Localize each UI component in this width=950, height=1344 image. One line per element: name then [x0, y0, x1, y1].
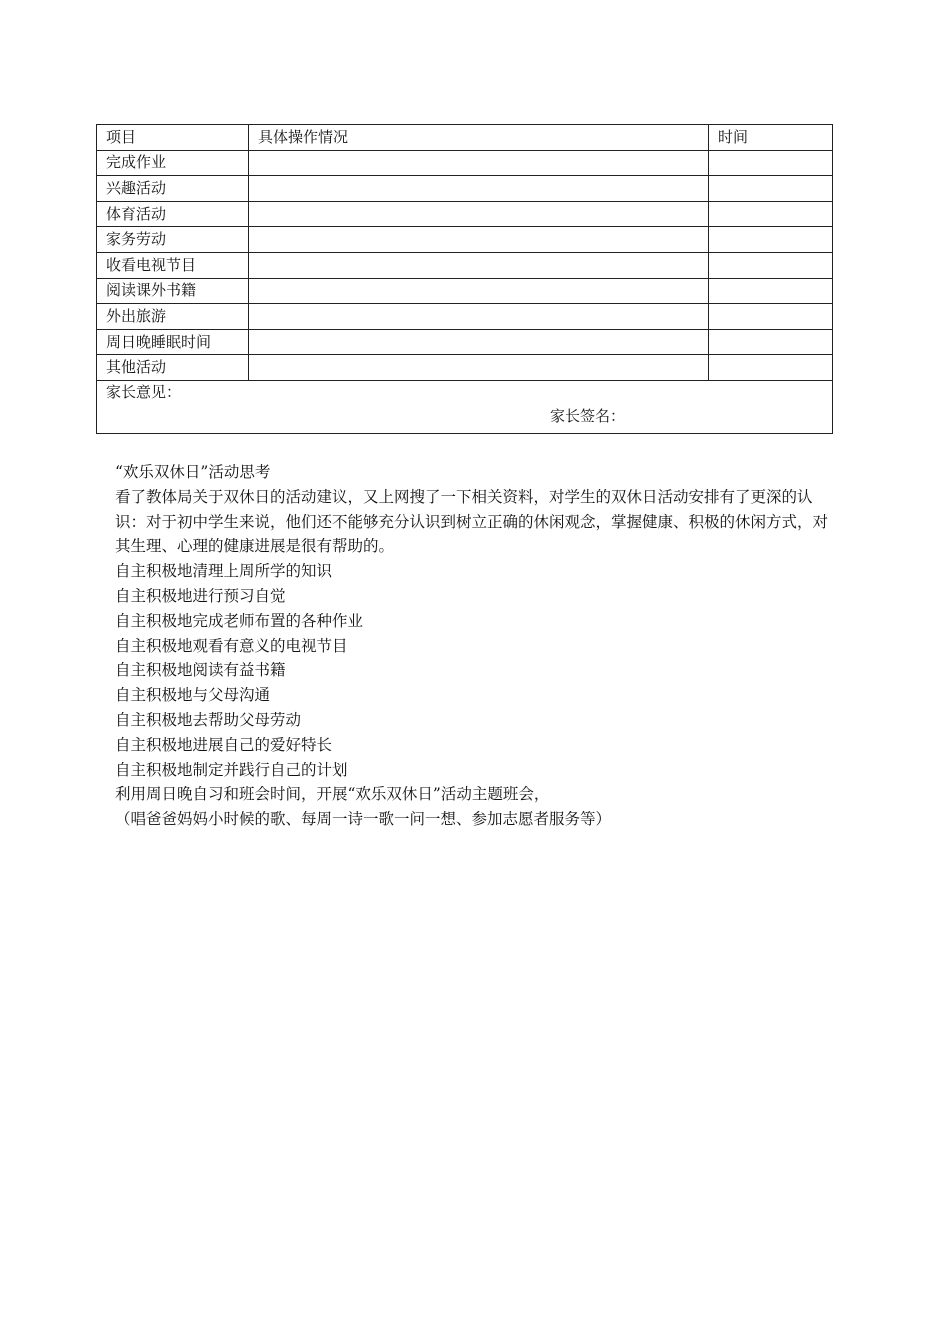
- row-label: 兴趣活动: [97, 176, 249, 202]
- parent-opinion-row: [97, 380, 833, 433]
- list-item: 自主积极地制定并践行自己的计划: [115, 760, 348, 779]
- list-item: 自主积极地阅读有益书籍: [115, 661, 286, 680]
- details-cell: [249, 201, 709, 227]
- table-row: [97, 278, 833, 304]
- time-cell: [709, 176, 833, 202]
- time-cell: [709, 252, 833, 278]
- parent-opinion-label: 家长意见：: [106, 382, 182, 401]
- list-item: 自主积极地进行预习自觉: [115, 586, 286, 605]
- time-cell: [709, 278, 833, 304]
- details-cell: [249, 355, 709, 381]
- list-item: 自主积极地观看有意义的电视节目: [115, 636, 348, 655]
- parent-opinion-cell: [97, 380, 833, 433]
- row-label: 外出旅游: [97, 304, 249, 330]
- row-label: 体育活动: [97, 201, 249, 227]
- essay-title: “欢乐双休日”活动思考: [115, 463, 271, 481]
- time-cell: [709, 150, 833, 176]
- table-row: [97, 304, 833, 330]
- table-row: [97, 329, 833, 355]
- time-cell: [709, 355, 833, 381]
- table-row: [97, 176, 833, 202]
- essay-intro: 看了教体局关于双休日的活动建议，又上网搜了一下相关资料，对学生的双休日活动安排有了更深的认识：对于初中学生来说，他们还不能够充分认识到树立正确的休闲观念，掌握健康、积极的休闲方式，对其生理、心理的健康进展是很有帮助的。: [115, 487, 829, 556]
- list-item: 自主积极地清理上周所学的知识: [115, 562, 333, 581]
- details-cell: [249, 150, 709, 176]
- list-item: 自主积极地去帮助父母劳动: [115, 710, 302, 729]
- row-label: 阅读课外书籍: [97, 278, 249, 304]
- column-header-item: 项目: [97, 125, 249, 151]
- row-label: 其他活动: [97, 355, 249, 381]
- row-label: 完成作业: [97, 150, 249, 176]
- table-row: [97, 150, 833, 176]
- time-cell: [709, 329, 833, 355]
- details-cell: [249, 176, 709, 202]
- details-cell: [249, 329, 709, 355]
- column-header-time: 时间: [709, 125, 833, 151]
- table-header-row: [97, 125, 833, 151]
- details-cell: [249, 304, 709, 330]
- parent-signature-label: 家长签名：: [550, 406, 626, 425]
- column-header-details: 具体操作情况: [249, 125, 709, 151]
- list-item: 自主积极地与父母沟通: [115, 686, 271, 705]
- table-row: [97, 252, 833, 278]
- essay-note: （唱爸爸妈妈小时候的歌、每周一诗一歌一问一想、参加志愿者服务等）: [115, 810, 612, 829]
- table-row: [97, 355, 833, 381]
- details-cell: [249, 278, 709, 304]
- activity-table: [96, 124, 833, 434]
- row-label: 收看电视节目: [97, 252, 249, 278]
- details-cell: [249, 252, 709, 278]
- table-row: [97, 201, 833, 227]
- table-row: [97, 227, 833, 253]
- list-item: 自主积极地进展自己的爱好特长: [115, 735, 333, 754]
- time-cell: [709, 201, 833, 227]
- essay-section: [115, 460, 835, 832]
- time-cell: [709, 227, 833, 253]
- time-cell: [709, 304, 833, 330]
- row-label: 家务劳动: [97, 227, 249, 253]
- row-label: 周日晚睡眠时间: [97, 329, 249, 355]
- list-item: 自主积极地完成老师布置的各种作业: [115, 611, 364, 630]
- essay-closing: 利用周日晚自习和班会时间，开展“欢乐双休日”活动主题班会，: [115, 785, 550, 804]
- details-cell: [249, 227, 709, 253]
